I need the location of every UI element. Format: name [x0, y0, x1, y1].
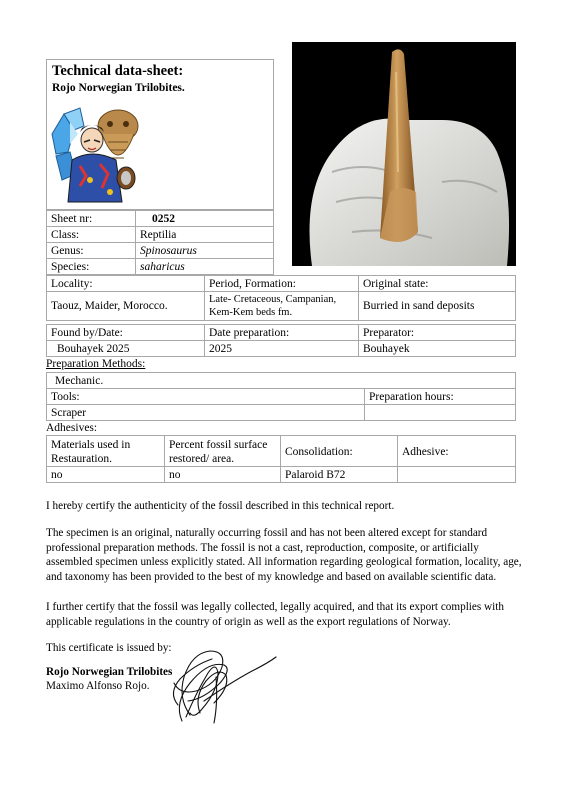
- species-value: saharicus: [135, 258, 274, 275]
- found-header: Found by/Date:: [46, 324, 205, 341]
- preparator-header: Preparator:: [358, 324, 516, 341]
- period-header: Period, Formation:: [204, 275, 359, 292]
- period-value: Late- Cretaceous, Campanian, Kem-Kem beds fm.: [204, 291, 359, 321]
- percent-value: no: [164, 466, 281, 483]
- genus-label: Genus:: [46, 242, 136, 259]
- adhesives-heading: Adhesives:: [46, 422, 98, 434]
- consolidation-value: Palaroid B72: [280, 466, 398, 483]
- class-label: Class:: [46, 226, 136, 243]
- hours-value: [364, 404, 516, 421]
- signature: [160, 643, 290, 728]
- adhesive-header: Adhesive:: [397, 435, 516, 467]
- class-value: Reptilia: [135, 226, 274, 243]
- date-prep-value: 2025: [204, 340, 359, 357]
- preparation-method: Mechanic.: [46, 372, 516, 389]
- state-value: Burried in sand deposits: [358, 291, 516, 321]
- materials-header: Materials used in Restauration.: [46, 435, 165, 467]
- consolidation-header: Consolidation:: [280, 435, 398, 467]
- cert-paragraph-3: I further certify that the fossil was legally collected, legally acquired, and that its export complies with applicable regulations in the country of origin as well as the export regulations of Norway.: [46, 601, 504, 628]
- cert-paragraph-1: I hereby certify the authenticity of the fossil described in this technical report.: [46, 500, 395, 512]
- found-value: Bouhayek 2025: [46, 340, 205, 357]
- hours-label: Preparation hours:: [364, 388, 516, 405]
- cert-paragraph-2: The specimen is an original, naturally occurring fossil and has not been altered except for standard professional preparation methods. The fossil is not a cast, reproduction, composite, or artificially assembled specimen unless explicitly stated. All information regarding geological formation, locality, age, and taxonomy has been provided to the best of my knowledge and based on available scientific data.: [46, 527, 522, 583]
- fossil-photo: [292, 42, 516, 266]
- samurai-trilobite-logo: [50, 104, 145, 206]
- tools-label: Tools:: [46, 388, 365, 405]
- cert-paragraph-4: This certificate is issued by:: [46, 642, 172, 654]
- sheet-title: Technical data-sheet:: [52, 63, 184, 79]
- genus-value: Spinosaurus: [135, 242, 274, 259]
- issuer-name: Rojo Norwegian Trilobites: [46, 666, 173, 678]
- signer-name: Maximo Alfonso Rojo.: [46, 680, 150, 692]
- sheet-nr-label: Sheet nr:: [46, 210, 136, 227]
- species-label: Species:: [46, 258, 136, 275]
- state-header: Original state:: [358, 275, 516, 292]
- preparator-value: Bouhayek: [358, 340, 516, 357]
- materials-value: no: [46, 466, 165, 483]
- date-prep-header: Date preparation:: [204, 324, 359, 341]
- locality-value: Taouz, Maider, Morocco.: [46, 291, 205, 321]
- preparation-heading: Preparation Methods:: [46, 358, 146, 370]
- sheet-nr-value: 0252: [135, 210, 274, 227]
- percent-header: Percent fossil surface restored/ area.: [164, 435, 281, 467]
- tool-value: Scraper: [46, 404, 365, 421]
- locality-header: Locality:: [46, 275, 205, 292]
- adhesive-value: [397, 466, 516, 483]
- sheet-subtitle: Rojo Norwegian Trilobites.: [52, 82, 185, 94]
